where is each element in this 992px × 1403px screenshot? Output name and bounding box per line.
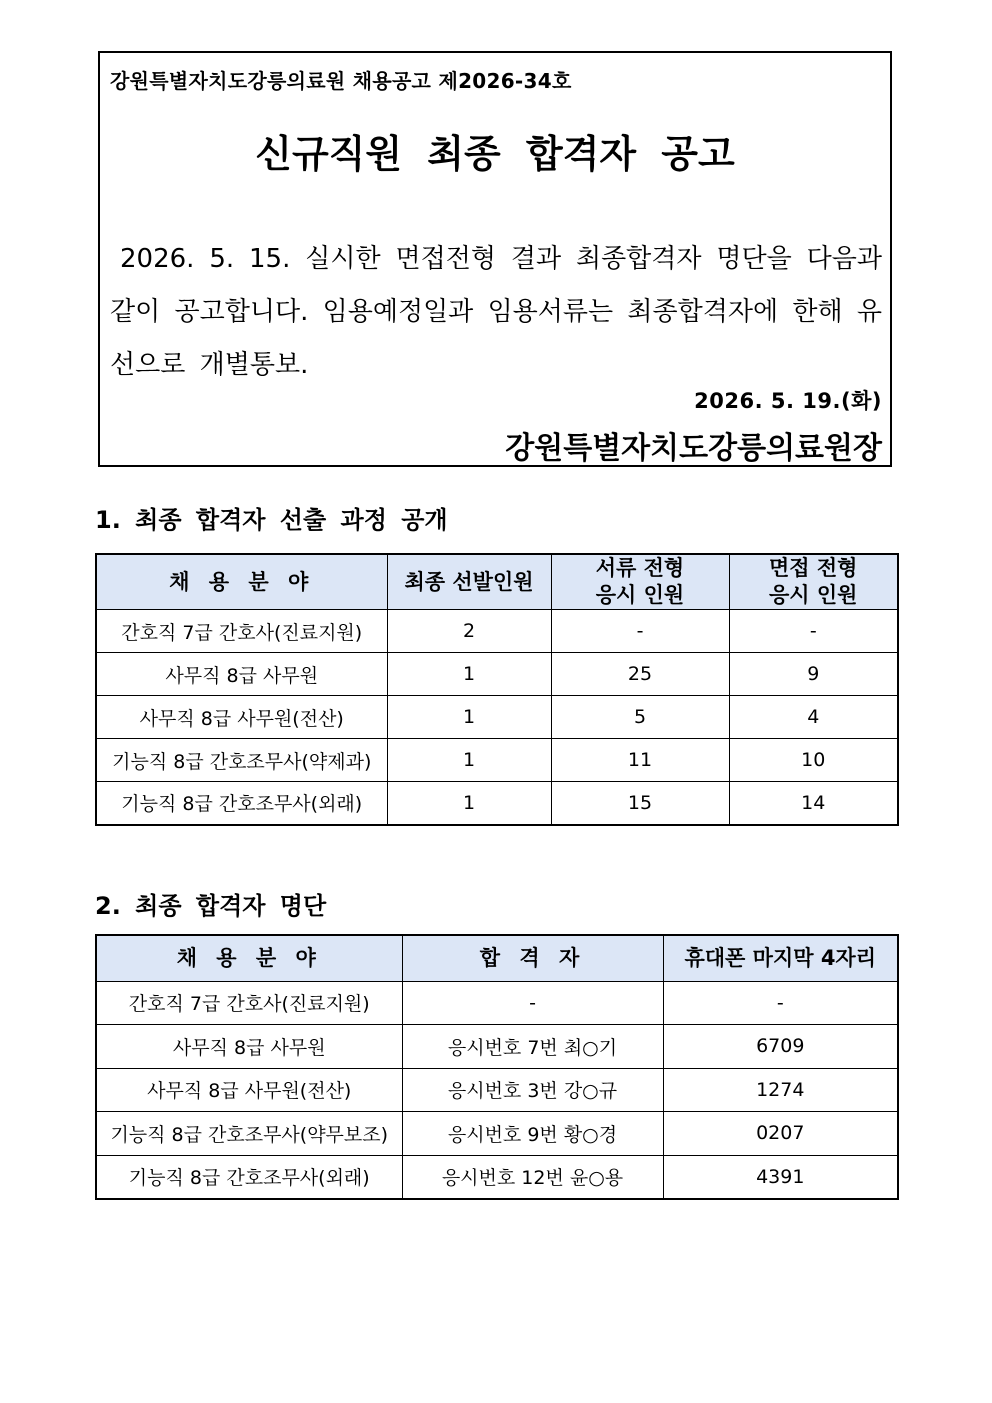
cell-final-count: 1	[387, 696, 551, 739]
section1-heading: 1. 최종 합격자 선출 과정 공개	[95, 506, 448, 534]
cell-document-applicants: 15	[551, 782, 729, 825]
cell-interview-applicants: -	[729, 610, 898, 653]
cell-field: 사무직 8급 사무원(전산)	[96, 696, 387, 739]
cell-field: 기능직 8급 간호조무사(외래)	[96, 1155, 402, 1199]
cell-document-applicants: 11	[551, 739, 729, 782]
header-document-screening-line2: 응시 인원	[595, 583, 685, 607]
header-phone-last4: 휴대폰 마지막 4자리	[663, 935, 898, 981]
notice-date: 2026. 5. 19.(화)	[694, 389, 882, 413]
cell-phone-last4: 6709	[663, 1025, 898, 1069]
cell-field: 기능직 8급 간호조무사(외래)	[96, 782, 387, 825]
cell-document-applicants: 5	[551, 696, 729, 739]
cell-field: 기능직 8급 간호조무사(약무보조)	[96, 1112, 402, 1156]
cell-final-count: 1	[387, 653, 551, 696]
header-document-screening-line1: 서류 전형	[595, 556, 685, 580]
table-row	[96, 1025, 898, 1069]
cell-document-applicants: -	[551, 610, 729, 653]
notice-number: 강원특별자치도강릉의료원 채용공고 제2026-34호	[110, 69, 572, 93]
cell-field: 간호직 7급 간호사(진료지원)	[96, 981, 402, 1025]
table-header-row	[96, 935, 898, 981]
table-row	[96, 1112, 898, 1156]
header-field: 채 용 분 야	[96, 554, 387, 610]
cell-interview-applicants: 14	[729, 782, 898, 825]
table-row	[96, 696, 898, 739]
cell-field: 기능직 8급 간호조무사(약제과)	[96, 739, 387, 782]
header-field: 채 용 분 야	[96, 935, 402, 981]
header-interview-screening-line1: 면접 전형	[769, 556, 858, 580]
cell-candidate: -	[402, 981, 663, 1025]
header-document-screening	[551, 554, 729, 610]
cell-phone-last4: 4391	[663, 1155, 898, 1199]
cell-final-count: 1	[387, 739, 551, 782]
section2-heading: 2. 최종 합격자 명단	[95, 892, 327, 920]
notice-title: 신규직원 최종 합격자 공고	[255, 132, 735, 176]
notice-box	[98, 51, 892, 467]
table-row	[96, 1068, 898, 1112]
cell-field: 사무직 8급 사무원(전산)	[96, 1068, 402, 1112]
notice-body: 2026. 5. 15. 실시한 면접전형 결과 최종합격자 명단을 다음과 같이 공고합니다. 임용예정일과 임용서류는 최종합격자에 한해 유선으로 개별통보.	[110, 244, 882, 380]
header-final-count: 최종 선발인원	[387, 554, 551, 610]
cell-field: 사무직 8급 사무원	[96, 653, 387, 696]
cell-field: 사무직 8급 사무원	[96, 1025, 402, 1069]
selection-process-table	[95, 553, 899, 826]
table-row	[96, 610, 898, 653]
table-row	[96, 782, 898, 825]
cell-field: 간호직 7급 간호사(진료지원)	[96, 610, 387, 653]
cell-candidate: 응시번호 9번 황○경	[402, 1112, 663, 1156]
cell-phone-last4: 0207	[663, 1112, 898, 1156]
cell-final-count: 1	[387, 782, 551, 825]
table-header-row	[96, 554, 898, 610]
cell-phone-last4: -	[663, 981, 898, 1025]
cell-final-count: 2	[387, 610, 551, 653]
cell-document-applicants: 25	[551, 653, 729, 696]
cell-candidate: 응시번호 3번 강○규	[402, 1068, 663, 1112]
cell-interview-applicants: 4	[729, 696, 898, 739]
cell-interview-applicants: 9	[729, 653, 898, 696]
cell-candidate: 응시번호 12번 윤○용	[402, 1155, 663, 1199]
notice-issuer: 강원특별자치도강릉의료원장	[505, 431, 882, 466]
table-row	[96, 739, 898, 782]
header-interview-screening	[729, 554, 898, 610]
table-row	[96, 653, 898, 696]
header-interview-screening-line2: 응시 인원	[769, 583, 858, 607]
cell-candidate: 응시번호 7번 최○기	[402, 1025, 663, 1069]
cell-phone-last4: 1274	[663, 1068, 898, 1112]
table-row	[96, 981, 898, 1025]
table-row	[96, 1155, 898, 1199]
cell-interview-applicants: 10	[729, 739, 898, 782]
header-candidate: 합 격 자	[402, 935, 663, 981]
final-candidates-table	[95, 934, 899, 1200]
